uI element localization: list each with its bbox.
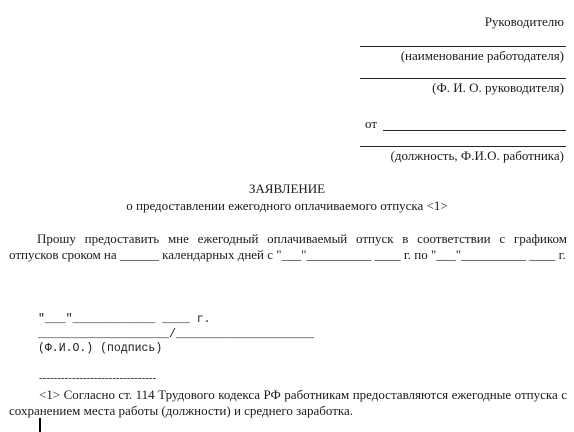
request-paragraph: Прошу предоставить мне ежегодный оплачиваемый отпуск в соответствии с графиком отпусков сроком на ______ календарных дней с "___"__________ ____ г. по "___"__________ ____ г. [9,231,567,262]
text-cursor [39,418,41,432]
signature-line[interactable]: ___________________/____________________ [38,328,315,341]
signature-date-line[interactable]: "___"____________ ____ г. [38,313,211,326]
from-line[interactable] [383,130,566,131]
footnote-separator: -------------------------------- [39,372,157,384]
employer-caption: (наименование работодателя) [400,48,564,63]
document-title: ЗАЯВЛЕНИЕ [248,181,326,196]
head-name-line[interactable] [360,78,566,79]
head-caption: (Ф. И. О. руководителя) [432,80,564,95]
employee-position-line[interactable] [360,146,566,147]
footnote-text: <1> Согласно ст. 114 Трудового кодекса РФ работникам предоставляются ежегодные отпуска с сохранением места работы (должности) и среднего заработка. [9,387,567,418]
employee-caption: (должность, Ф.И.О. работника) [390,148,564,163]
signature-captions: (Ф.И.О.) (подпись) [38,342,163,355]
document-subtitle: о предоставлении ежегодного оплачиваемого отпуска <1> [126,198,448,213]
employer-name-line[interactable] [360,46,566,47]
from-prefix: от [365,116,378,131]
addressee-label: Руководителю [484,14,564,29]
